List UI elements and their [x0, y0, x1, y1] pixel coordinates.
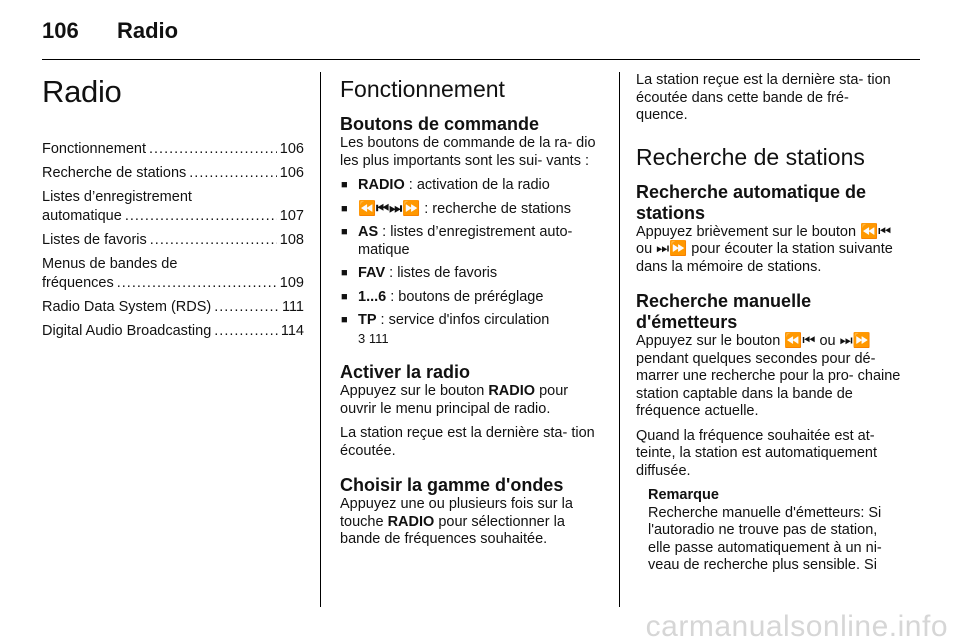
control-item: [340, 289, 602, 307]
toc-leader-dots: [117, 274, 277, 293]
page-reference[interactable]: 3 111: [358, 330, 389, 346]
bullet-square-icon: ■: [341, 202, 348, 215]
toc-entry[interactable]: [42, 231, 304, 250]
operation-column: [340, 72, 602, 556]
control-description: : activation de la radio: [404, 177, 550, 193]
toc-page-number: 106: [279, 165, 304, 181]
control-key: 1...6: [358, 288, 387, 305]
section-title-fonctionnement: Fonctionnement: [340, 76, 505, 102]
toc-entry[interactable]: [42, 164, 304, 183]
band-station-paragraph: La station reçue est la dernière sta- tion écoutée dans cette bande de fré- quence.: [636, 72, 891, 123]
control-description: : listes de favoris: [385, 265, 498, 281]
chapter-title: Radio: [42, 74, 122, 109]
bullet-square-icon: ■: [341, 267, 348, 279]
control-item: [340, 265, 602, 283]
toc-page-number: 109: [279, 275, 304, 291]
toc-entry-label: Digital Audio Broadcasting: [42, 323, 212, 339]
note-box: [636, 487, 902, 575]
controls-list: [340, 177, 602, 348]
toc-entry-label: Menus de bandes de: [42, 256, 178, 272]
note-title: Remarque: [648, 487, 719, 503]
heading-activate-radio: Activer la radio: [340, 362, 471, 382]
activate-paragraph-2: La station reçue est la dernière sta- tion écoutée.: [340, 425, 595, 459]
toc-leader-dots: [214, 322, 278, 341]
control-item: [340, 201, 602, 219]
bullet-square-icon: ■: [341, 226, 348, 238]
toc-column: [42, 72, 304, 346]
control-item: [340, 177, 602, 195]
toc-page-number: 108: [279, 232, 304, 248]
page-number: 106: [42, 18, 79, 43]
bullet-square-icon: ■: [341, 290, 348, 303]
toc-leader-dots: [214, 298, 279, 317]
toc-leader-dots: [125, 207, 277, 226]
toc-entry-label: fréquences: [42, 275, 114, 291]
control-description: : boutons de préréglage: [386, 288, 544, 305]
controls-intro: Les boutons de commande de la ra- dio les plus importants sont les sui- vants :: [340, 135, 596, 169]
control-key: ⏪⏮⏭⏩: [358, 200, 421, 217]
note-text: Recherche manuelle d'émetteurs: Si l'autoradio ne trouve pas de station, elle passe automatiquement à un ni- veau de recherche plus sensible. Si: [648, 504, 882, 573]
heading-auto-search: Recherche automatique de stations: [636, 181, 867, 223]
toc-entry[interactable]: [42, 255, 304, 293]
page-header: [42, 18, 920, 58]
toc-entry[interactable]: [42, 140, 304, 159]
toc-page-number: 111: [281, 299, 304, 315]
column-divider-2: [619, 72, 620, 607]
heading-choose-band: Choisir la gamme d'ondes: [340, 475, 564, 495]
toc-page-number: 114: [280, 323, 304, 339]
control-key: AS: [358, 224, 379, 240]
control-key: RADIO: [358, 177, 405, 193]
toc-entry[interactable]: [42, 322, 304, 341]
band-paragraph: Appuyez une ou plusieurs fois sur la touche RADIO pour sélectionner la bande de fréquences souhaitée.: [340, 496, 573, 547]
running-title: Radio: [117, 18, 179, 43]
toc-entry[interactable]: [42, 298, 304, 317]
toc-entry-label: Listes de favoris: [42, 232, 147, 248]
toc-page-number: 107: [279, 208, 304, 224]
watermark: carmanualsonline.info: [645, 610, 948, 642]
column-divider-1: [320, 72, 321, 607]
toc-leader-dots: [189, 164, 277, 183]
toc-leader-dots: [150, 231, 277, 250]
heading-controls: Boutons de commande: [340, 114, 540, 134]
control-description: : service d'infos circulation: [376, 312, 550, 328]
control-description: : listes d’enregistrement auto- matique: [358, 224, 573, 258]
station-search-column: [636, 72, 902, 582]
toc-page-number: 106: [279, 141, 304, 157]
table-of-contents: [42, 140, 304, 341]
control-item: [340, 312, 602, 348]
heading-manual-search: Recherche manuelle d'émetteurs: [636, 291, 812, 332]
toc-entry[interactable]: [42, 188, 304, 226]
manual-search-paragraph-2: Quand la fréquence souhaitée est at- teinte, la station est automatiquement diffusée.: [636, 427, 878, 479]
bullet-square-icon: ■: [341, 179, 348, 191]
bullet-square-icon: ■: [341, 314, 348, 326]
section-title-recherche: Recherche de stations: [636, 143, 865, 170]
toc-entry-label: Radio Data System (RDS): [42, 299, 212, 315]
control-key: FAV: [358, 265, 386, 281]
toc-leader-dots: [149, 140, 277, 159]
toc-entry-label: Listes d’enregistrement: [42, 189, 192, 205]
toc-entry-label: Recherche de stations: [42, 165, 187, 181]
activate-paragraph: Appuyez sur le bouton RADIO pour ouvrir le menu principal de radio.: [340, 383, 569, 417]
toc-entry-label: automatique: [42, 208, 122, 224]
auto-search-paragraph: Appuyez brièvement sur le bouton ⏪⏮ ou ⏭⏩ pour écouter la station suivante dans la mémoire de stations.: [636, 223, 893, 275]
control-description: : recherche de stations: [420, 200, 571, 217]
control-key: TP: [358, 312, 377, 328]
manual-search-paragraph: Appuyez sur le bouton ⏪⏮ ou ⏭⏩ pendant quelques secondes pour dé- marrer une recherche pour la pro- chaine station captable dans la bande de fréquence actuelle.: [636, 333, 901, 419]
toc-entry-label: Fonctionnement: [42, 141, 146, 157]
control-item: [340, 224, 602, 259]
header-divider: [42, 59, 920, 60]
